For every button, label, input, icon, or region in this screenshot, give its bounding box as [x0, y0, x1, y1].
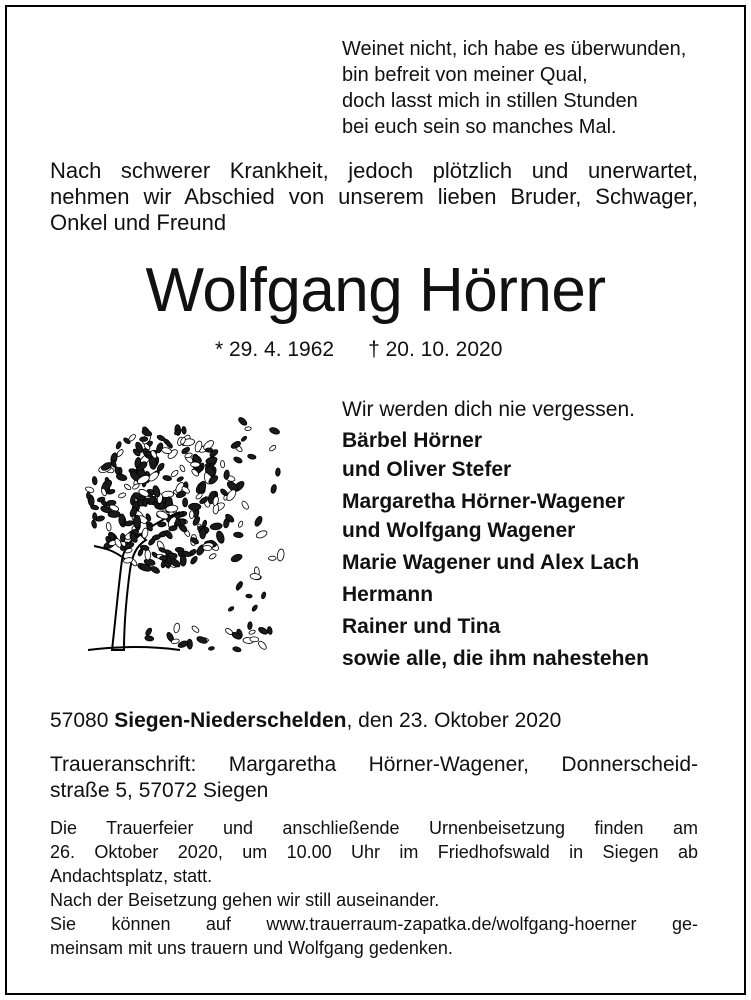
funeral-line: Die Trauerfeier und anschließende Urnenbeisetzung finden am: [50, 818, 698, 838]
mourner-name: Margaretha Hörner-Wagener: [342, 490, 625, 513]
poem-line: bei euch sein so manches Mal.: [342, 116, 617, 138]
mourner-name: und Wolfgang Wagener: [342, 519, 576, 542]
mourner-name: Hermann: [342, 583, 434, 606]
deceased-name: Wolfgang Hörner: [145, 256, 606, 325]
poem-line: Weinet nicht, ich habe es überwunden,: [342, 38, 687, 60]
windblown-tree-illustration: [60, 400, 290, 660]
poem-line: doch lasst mich in stillen Stunden: [342, 90, 638, 112]
mourner-name: sowie alle, die ihm nahestehen: [342, 647, 649, 670]
intro-line: Nach schwerer Krankheit, jedoch plötzlich und unerwartet,: [50, 158, 698, 183]
funeral-line: Nach der Beisetzung gehen wir still auseinander.: [50, 890, 440, 910]
mourners-lead: Wir werden dich nie vergessen.: [342, 398, 635, 421]
date-text: , den 23. Oktober 2020: [346, 709, 562, 732]
funeral-line: meinsam mit uns trauern und Wolfgang gedenken.: [50, 938, 453, 958]
address-line: straße 5, 57072 Siegen: [50, 779, 269, 802]
birth-date: * 29. 4. 1962: [215, 338, 335, 361]
intro-text: [50, 158, 698, 236]
zip-code: 57080: [50, 709, 109, 732]
mourners-list: [342, 396, 649, 673]
poem: [342, 36, 686, 140]
address-line: Traueranschrift: Margaretha Hörner-Wagener, Donnerscheid-: [50, 753, 698, 776]
mourning-address: [50, 752, 698, 804]
place-date-line: [50, 708, 561, 734]
death-date: † 20. 10. 2020: [368, 338, 503, 361]
mourner-name: und Oliver Stefer: [342, 458, 512, 481]
mourner-name: Bärbel Hörner: [342, 429, 483, 452]
life-dates: [215, 337, 502, 363]
ground-line: [88, 647, 180, 650]
intro-line: Onkel und Freund: [50, 210, 227, 235]
mourner-name: Marie Wagener und Alex Lach: [342, 551, 640, 574]
funeral-line: 26. Oktober 2020, um 10.00 Uhr im Friedhofswald in Siegen ab: [50, 842, 698, 862]
funeral-line: Andachtsplatz, statt.: [50, 866, 213, 886]
poem-line: bin befreit von meiner Qual,: [342, 64, 588, 86]
funeral-line: Sie können auf www.trauerraum-zapatka.de/wolfgang-hoerner ge-: [50, 914, 698, 934]
place-name: Siegen-Niederschelden: [114, 709, 347, 732]
funeral-information: [50, 816, 698, 960]
mourner-name: Rainer und Tina: [342, 615, 501, 638]
intro-line: nehmen wir Abschied von unserem lieben Bruder, Schwager,: [50, 184, 698, 209]
